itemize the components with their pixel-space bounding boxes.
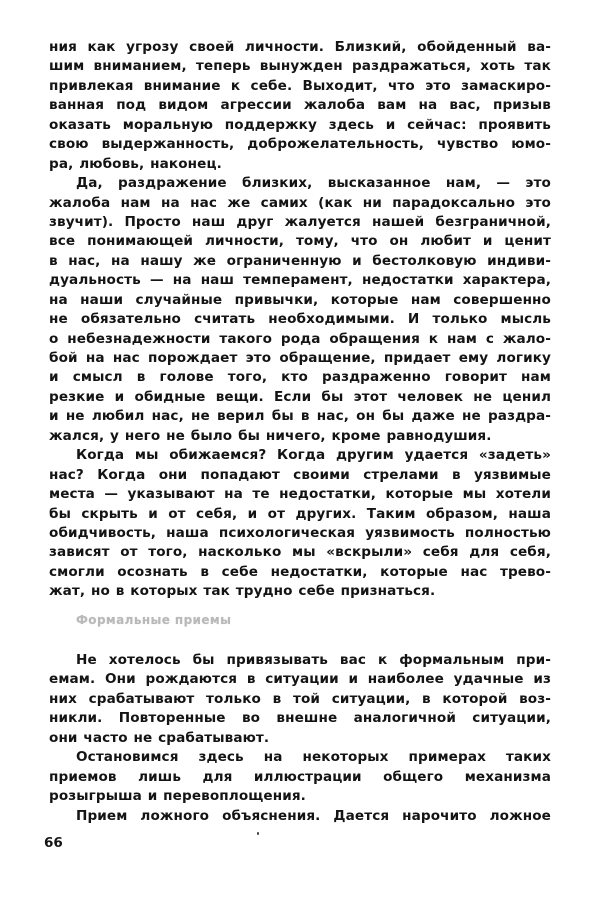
text-line: и не любил нас, не верил бы в нас, он бы даже не раздра- (49, 408, 551, 425)
body-text-block-2 (49, 651, 551, 826)
text-line: резкие и обидные вещи. Если бы этот человек не ценил (49, 388, 551, 405)
body-text-block-1 (49, 38, 551, 602)
page-number: 66 (44, 835, 63, 851)
text-line: привлекая внимание к себе. Выходит, что это замаскиро- (49, 77, 551, 94)
text-line: Да, раздражение близких, высказанное нам, — это (76, 175, 551, 192)
text-line: не обязательно считать необходимыми. И только мысль (49, 311, 551, 328)
text-line: бы скрыть и от себя, и от других. Таким образом, наша (49, 505, 551, 522)
text-line: бой на нас порождает это обращение, придает ему логику (49, 350, 551, 366)
text-line: ния как угрозу своей личности. Близкий, обойденный ва- (49, 39, 551, 55)
text-line: зависят от того, насколько мы «вскрыли» себя для себя, (49, 544, 551, 561)
text-line: они часто не срабатывают. (49, 729, 270, 746)
text-line: оказать моральную поддержку здесь и сейчас: проявить (49, 116, 551, 133)
text-line: ванная под видом агрессии жалоба вам на вас, призыв (49, 97, 551, 114)
text-line: обидчивость, наша психологическая уязвимость полностью (49, 524, 551, 541)
text-line: приемов лишь для иллюстрации общего механизма (49, 768, 551, 785)
text-line: нас? Когда они попадают своими стрелами в уязвимые (49, 466, 551, 483)
text-line: свою выдержанность, доброжелательность, чувство юмо- (49, 136, 551, 153)
text-line: звучит). Просто наш друг жалуется нашей безграничной, (49, 213, 551, 230)
section-heading: Формальные приемы (76, 613, 232, 627)
text-line: Не хотелось бы привязывать вас к формальным при- (76, 652, 551, 668)
text-line: и смысл в голове того, кто раздраженно говорит нам (49, 369, 551, 386)
text-line: места — указывают на те недостатки, которые мы хотели (49, 486, 551, 503)
text-line: Когда мы обижаемся? Когда другим удается «задеть» (76, 447, 551, 464)
text-line: Остановимся здесь на некоторых примерах таких (76, 749, 551, 766)
text-line: на наши случайные привычки, которые нам совершенно (49, 291, 551, 308)
text-line: них срабатывают только в той ситуации, в которой воз- (49, 690, 551, 707)
text-line: ра, любовь, наконец. (49, 155, 222, 172)
text-line: в нас, на нашу же ограниченную и бестолковую индиви- (49, 252, 551, 269)
text-line: никли. Повторенные во внешне аналогичной ситуации, (49, 710, 551, 727)
text-line: жат, но в которых так трудно себе признаться. (49, 583, 436, 600)
text-line: шим вниманием, теперь вынужден раздражаться, хоть так (49, 58, 551, 75)
text-line: жался, у него не было бы ничего, кроме равнодушия. (49, 427, 492, 444)
text-line: смогли осознать в себе недостатки, которые нас трево- (49, 563, 551, 580)
text-line: жалоба нам на нас же самих (как ни парадоксально это (49, 194, 551, 211)
text-line: розыгрыша и перевоплощения. (49, 788, 306, 805)
print-speck (257, 832, 259, 835)
text-line: дуальность — на наш темперамент, недостатки характера, (49, 272, 551, 289)
text-line: о небезнадежности такого рода обращения к нам с жало- (49, 330, 551, 347)
text-line: все понимающей личности, тому, что он любит и ценит (49, 233, 551, 250)
text-line: емам. Они рождаются в ситуации и наиболее удачные из (49, 671, 551, 688)
text-line: Прием ложного объяснения. Дается нарочито ложное (76, 807, 551, 824)
